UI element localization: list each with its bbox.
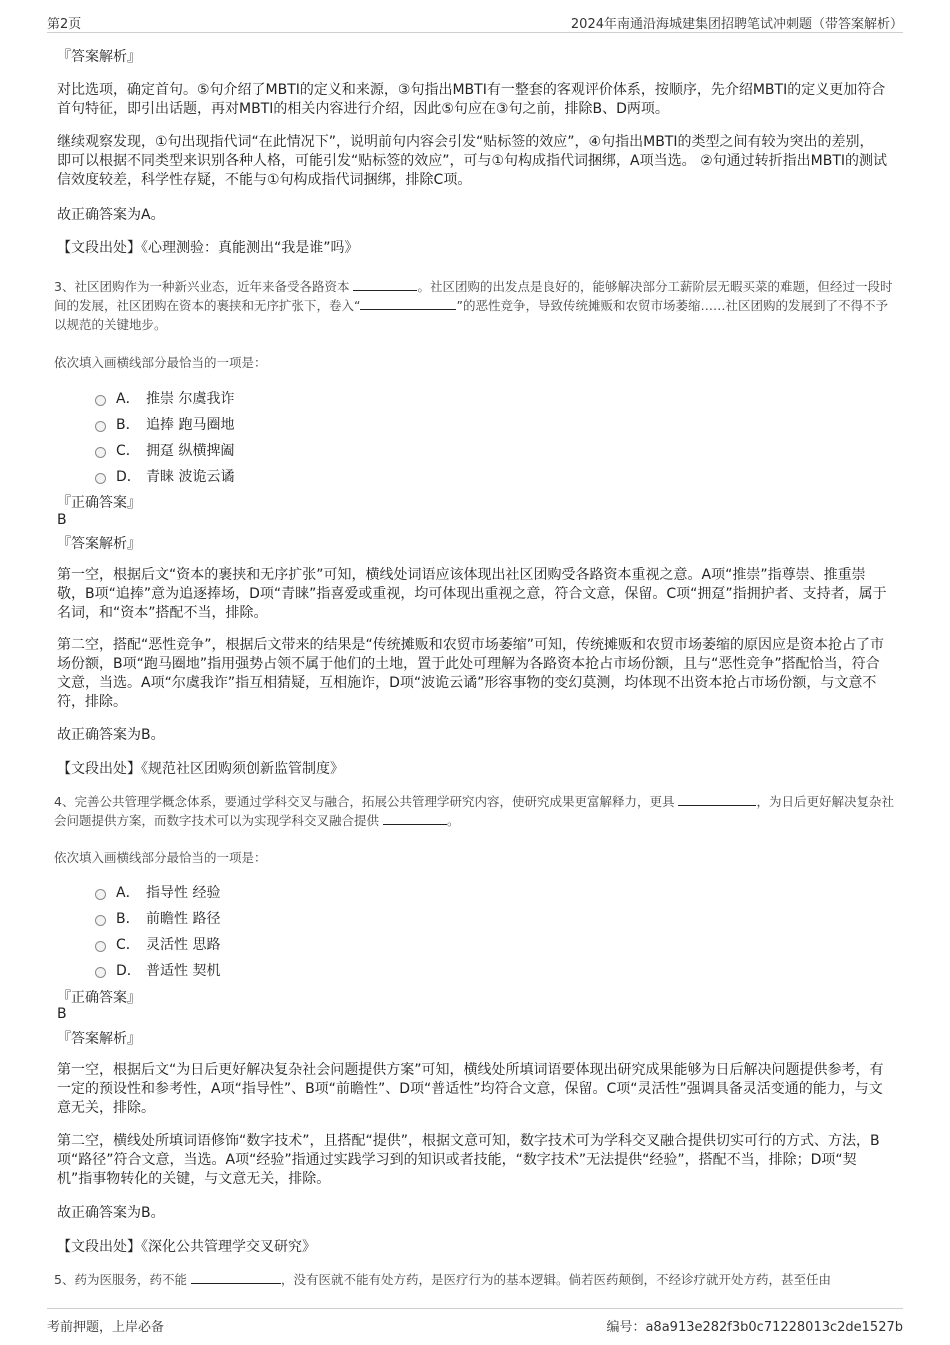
q3-blank-1 [353,277,417,291]
q4-blank-1 [678,792,756,806]
q4-stem [54,792,899,830]
page-header [47,10,903,33]
option-text: 前瞻性 路径 [146,911,221,927]
q5-stem [54,1270,899,1289]
q5-stem-part-a: 5、药为医服务，药不能 [54,1272,187,1287]
q3-source: 【文段出处】《规范社区团购须创新监管制度》 [57,761,344,777]
q5-stem-part-b: ，没有医就不能有处方药，是医疗行为的基本逻辑。倘若医药颠倒，不经诊疗就开处方药，甚至任由 [280,1272,831,1287]
q4-stem-part-a: 4、完善公共管理学概念体系，要通过学科交叉与融合，拓展公共管理学研究内容，使研究成果更富解释力，更具 [54,794,675,809]
q4-correct-label: 『正确答案』 [57,990,141,1006]
footer-slogan: 考前押题，上岸必备 [47,1320,165,1335]
option-letter: B． [116,417,140,433]
q2-analysis-p2: 继续观察发现，①句出现指代词“在此情况下”，说明前句内容会引发“贴标签的效应”，④句指出MBTI的类型之间有较为突出的差别，即可以根据不同类型来识别各种人格，可能引发“贴标签的效应”，可与①句构成指代词捆绑，A项当选。 ②句通过转折指出MBTI的测试信效度较差，科学性存疑，不能与①句构成指代词捆绑，排除C项。 [57,134,887,188]
option-text: 指导性 经验 [146,885,221,901]
option-letter: B． [116,911,140,927]
radio-icon[interactable] [95,889,106,900]
code-value: a8a913e282f3b0c71228013c2de1527b [645,1320,903,1335]
option-letter: A． [116,885,140,901]
q4-option-b[interactable] [95,908,220,928]
radio-icon[interactable] [95,915,106,926]
q4-correct-answer: B [57,1006,67,1022]
radio-icon[interactable] [95,421,106,432]
q4-prompt: 依次填入画横线部分最恰当的一项是： [54,850,267,865]
option-letter: C． [116,937,140,953]
document-title: 2024年南通沿海城建集团招聘笔试冲刺题（带答案解析） [570,17,903,32]
q4-source: 【文段出处】《深化公共管理学交叉研究》 [57,1239,316,1255]
option-text: 普适性 契机 [146,963,221,979]
q3-correct-answer: B [57,512,67,528]
q3-analysis-p2: 第二空，搭配“恶性竞争”，根据后文带来的结果是“传统摊贩和农贸市场萎缩”可知，传统摊贩和农贸市场萎缩的原因应是资本抢占了市场份额，B项“跑马圈地”指用强势占领不属于他们的土地，置于此处可理解为各路资本抢占市场份额，且与“恶性竞争”搭配恰当，符合文意，当选。A项“尔虞我诈”指互相猜疑，互相施诈，D项“波诡云谲”形容事物的变幻莫测，均体现不出资本抢占市场份额，与文意不符，排除。 [57,637,885,710]
q3-stem [54,277,899,334]
radio-icon[interactable] [95,447,106,458]
q4-option-a[interactable] [95,882,220,902]
q4-stem-part-b: ，为日后更好解决复杂社会问题提供方案，而数字技术可以为实现学科交叉融合提供 [54,794,894,828]
q2-source: 【文段出处】《心理测验：真能测出“我是谁”吗》 [57,240,359,256]
q3-prompt: 依次填入画横线部分最恰当的一项是： [54,355,267,370]
q4-analysis-p1: 第一空，根据后文“为日后更好解决复杂社会问题提供方案”可知，横线处所填词语要体现出研究成果能够为日后解决问题提供参考，有一定的预设性和参考性，A项“指导性”、B项“前瞻性”、D项“普适性”均符合文意，保留。C项“灵活性”强调具备灵活变通的能力，与文意无关，排除。 [57,1062,884,1116]
q3-option-c[interactable] [95,440,234,460]
option-text: 青睐 波诡云谲 [146,469,235,485]
q3-option-b[interactable] [95,414,234,434]
q3-correct-label: 『正确答案』 [57,495,141,511]
option-letter: D． [116,963,141,979]
q4-option-d[interactable] [95,960,220,980]
q4-conclusion: 故正确答案为B。 [57,1205,165,1221]
q4-blank-2 [383,811,447,825]
q3-stem-part-c: ”的恶性竞争，导致传统摊贩和农贸市场萎缩……社区团购的发展到了不得不予以规范的关键地步。 [54,298,888,332]
radio-icon[interactable] [95,395,106,406]
q3-conclusion: 故正确答案为B。 [57,727,165,743]
document-code [606,1316,903,1335]
q3-option-a[interactable] [95,388,234,408]
page-footer [47,1308,903,1335]
option-text: 灵活性 思路 [146,937,221,953]
q3-stem-part-b: 。社区团购的出发点是良好的，能够解决部分工薪阶层无暇买菜的难题，但经过一段时间的发展，社区团购在资本的裹挟和无序扩张下，卷入“ [54,279,893,313]
q4-analysis-p2: 第二空，横线处所填词语修饰“数字技术”，且搭配“提供”，根据文意可知，数字技术可为学科交叉融合提供切实可行的方式、方法，B项“路径”符合文意，当选。A项“经验”指通过实践学习到的知识或者技能，“数字技术”无法提供“经验”，搭配不当，排除；D项“契机”指事物转化的关键，与文意无关，排除。 [57,1133,880,1187]
q4-analysis-label: 『答案解析』 [57,1031,141,1047]
option-text: 追捧 跑马圈地 [146,417,235,433]
q5-blank-1 [191,1270,281,1284]
q3-analysis-p1: 第一空，根据后文“资本的裹挟和无序扩张”可知，横线处词语应该体现出社区团购受各路资本重视之意。A项“推崇”指尊崇、推重崇敬，B项“追捧”意为追逐捧场，D项“青睐”指喜爱或重视，均可体现出重视之意，符合文意，保留。C项“拥趸”指拥护者、支持者，属于名词，和“资本”搭配不当，排除。 [57,567,887,621]
option-text: 推崇 尔虞我诈 [146,391,235,407]
option-letter: A． [116,391,140,407]
q4-option-c[interactable] [95,934,220,954]
radio-icon[interactable] [95,473,106,484]
option-letter: C． [116,443,140,459]
radio-icon[interactable] [95,941,106,952]
q2-analysis-label: 『答案解析』 [57,49,141,65]
radio-icon[interactable] [95,967,106,978]
q4-stem-part-c: 。 [447,813,460,828]
q3-analysis-label: 『答案解析』 [57,536,141,552]
q2-analysis-p1: 对比选项，确定首句。⑤句介绍了MBTI的定义和来源，③句指出MBTI有一整套的客观评价体系，按顺序，先介绍MBTI的定义更加符合首句特征，即引出话题，再对MBTI的相关内容进行介绍，因此⑤句应在③句之前，排除B、D两项。 [57,82,886,117]
page-number: 第2页 [47,17,82,32]
q3-stem-part-a: 3、社区团购作为一种新兴业态，近年来备受各路资本 [54,279,350,294]
q2-conclusion: 故正确答案为A。 [57,207,165,223]
option-letter: D． [116,469,141,485]
q3-blank-2 [360,296,456,310]
code-label: 编号： [606,1320,646,1335]
q3-option-d[interactable] [95,466,234,486]
option-text: 拥趸 纵横捭阖 [146,443,235,459]
